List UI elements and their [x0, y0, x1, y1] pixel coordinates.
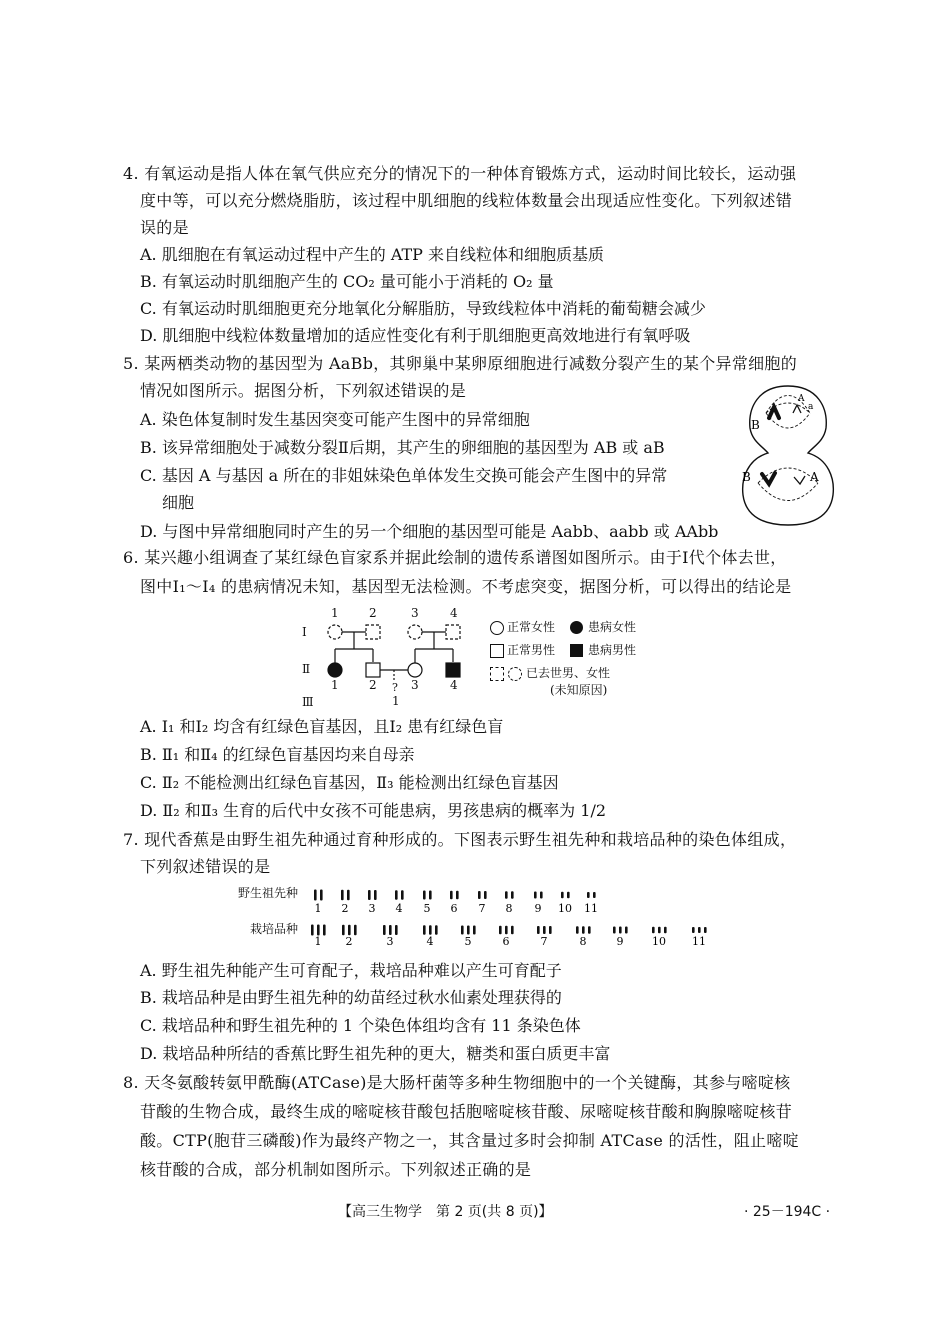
legend-unknown-cause: (未知原因) — [550, 683, 608, 697]
cultivar-chromosome-number-7: 7 — [540, 935, 548, 946]
cultivar-chromosome-8-b — [582, 926, 585, 934]
cultivar-chromosome-number-4: 4 — [426, 935, 434, 946]
wild-chromosome-number-7: 7 — [478, 902, 486, 915]
wild-chromosome-8-a — [505, 891, 508, 899]
cultivar-chromosome-1-c — [323, 925, 326, 936]
cultivar-chromosome-2-c — [354, 925, 357, 936]
wild-chromosome-9-a — [534, 892, 537, 899]
legend-normal-female: 正常女性 — [507, 620, 556, 634]
pedigree-i3 — [408, 625, 422, 639]
q7-option-c: C. 栽培品种和野生祖先种的 1 个染色体组均含有 11 条染色体 — [140, 1016, 581, 1035]
cultivar-chromosome-4-a — [423, 925, 426, 935]
wild-chromosome-6-a — [450, 891, 453, 900]
pedigree-ii2 — [366, 663, 380, 677]
cultivar-chromosome-number-8: 8 — [579, 935, 587, 946]
q5-cell-figure — [738, 383, 838, 528]
cultivar-chromosome-1-b — [317, 925, 320, 936]
q4-stem-line-1: 4. 有氧运动是指人体在氧气供应充分的情况下的一种体育锻炼方式，运动时间比较长，运动强 — [123, 164, 797, 183]
q4-option-d: D. 肌细胞中线粒体数量增加的适应性变化有利于肌细胞更高效地进行有氧呼吸 — [140, 326, 691, 345]
q7-option-d: D. 栽培品种所结的香蕉比野生祖先种的更大，糖类和蛋白质更丰富 — [140, 1044, 611, 1063]
q5-label-a-upper: A — [798, 394, 805, 404]
wild-chromosome-number-5: 5 — [423, 902, 431, 915]
karyotype-wild-label: 野生祖先种 — [238, 886, 299, 900]
q4-option-c: C. 有氧运动时肌细胞更充分地氧化分解脂肪，导致线粒体中消耗的葡萄糖会减少 — [140, 299, 706, 318]
cultivar-chromosome-4-c — [435, 925, 438, 935]
wild-chromosome-number-3: 3 — [368, 902, 376, 915]
wild-chromosome-number-9: 9 — [534, 902, 542, 915]
q4-stem-line-2: 度中等，可以充分燃烧脂肪，该过程中肌细胞的线粒体数量会出现适应性变化。下列叙述错 — [140, 191, 793, 210]
q6-stem-line-2: 图中Ⅰ₁～Ⅰ₄ 的患病情况未知，基因型无法检测。不考虑突变，据图分析，可以得出的结论是 — [140, 577, 792, 596]
wild-chromosome-3-a — [368, 890, 371, 900]
cultivar-chromosome-2-a — [342, 925, 345, 936]
wild-chromosome-number-4: 4 — [395, 902, 403, 915]
wild-chromosome-number-2: 2 — [341, 902, 349, 915]
wild-chromosome-10-b — [567, 892, 570, 899]
cultivar-chromosome-number-6: 6 — [502, 935, 510, 946]
cultivar-chromosome-9-a — [613, 927, 616, 934]
pedigree-gen-2: Ⅱ — [302, 662, 311, 676]
q5-option-c-cont: 细胞 — [162, 493, 195, 512]
cultivar-chromosome-number-9: 9 — [616, 935, 624, 946]
cultivar-chromosome-number-2: 2 — [345, 935, 353, 946]
q8-stem-line-4: 核苷酸的合成，部分机制如图所示。下列叙述正确的是 — [140, 1160, 532, 1179]
pedigree-i4 — [446, 625, 460, 639]
wild-chromosome-11-a — [587, 892, 590, 898]
q5-label-b-bottom: B — [742, 470, 751, 484]
cultivar-chromosome-number-1: 1 — [314, 935, 322, 946]
cultivar-chromosome-5-c — [473, 926, 476, 935]
cultivar-chromosome-11-a — [692, 927, 695, 933]
wild-chromosome-5-b — [429, 891, 432, 900]
wild-chromosome-11-b — [593, 892, 596, 898]
cultivar-chromosome-11-c — [704, 927, 707, 933]
cultivar-chromosome-3-b — [389, 925, 392, 935]
karyotype-chromosomes — [238, 884, 718, 946]
cultivar-chromosome-7-b — [543, 926, 546, 934]
wild-chromosome-4-a — [395, 890, 398, 900]
q6-option-c: C. Ⅱ₂ 不能检测出红绿色盲基因，Ⅱ₃ 能检测出红绿色盲基因 — [140, 773, 559, 792]
pedigree-g2-num-3: 3 — [411, 678, 419, 692]
q4-stem-line-3: 误的是 — [140, 218, 189, 237]
wild-chromosome-number-1: 1 — [314, 902, 322, 915]
wild-chromosome-number-6: 6 — [450, 902, 458, 915]
cultivar-chromosome-11-b — [698, 927, 701, 933]
q5-stem-line-1: 5. 某两栖类动物的基因型为 AaBb，其卵巢中某卵原细胞进行减数分裂产生的某个异常细胞的 — [123, 354, 798, 373]
wild-chromosome-1-a — [314, 890, 317, 901]
wild-chromosome-2-b — [347, 890, 350, 901]
q5-option-c: C. 基因 A 与基因 a 所在的非姐妹染色单体发生交换可能会产生图中的异常 — [140, 466, 668, 485]
page-footer-center: 【高三生物学 第 2 页(共 8 页)】 — [338, 1204, 553, 1220]
wild-chromosome-9-b — [540, 892, 543, 899]
cultivar-chromosome-5-b — [467, 926, 470, 935]
cultivar-chromosome-number-10: 10 — [652, 935, 666, 946]
cultivar-chromosome-4-b — [429, 925, 432, 935]
page-footer-right: · 25－194C · — [744, 1204, 831, 1220]
pedigree-i2 — [366, 625, 380, 639]
q4-option-b: B. 有氧运动时肌细胞产生的 CO₂ 量可能小于消耗的 O₂ 量 — [140, 272, 554, 291]
cultivar-chromosome-1-a — [311, 925, 314, 936]
wild-chromosome-5-a — [423, 891, 426, 900]
q8-stem-line-1: 8. 天冬氨酸转氨甲酰酶(ATCase)是大肠杆菌等多种生物细胞中的一个关键酶，其参与嘧啶核 — [123, 1073, 791, 1092]
pedigree-g3-num: 1 — [392, 694, 400, 708]
q7-stem-line-1: 7. 现代香蕉是由野生祖先种通过育种形成的。下图表示野生祖先种和栽培品种的染色体组成， — [123, 830, 797, 849]
q6-legend — [490, 620, 660, 700]
q7-stem-line-2: 下列叙述错误的是 — [140, 857, 271, 876]
wild-chromosome-7-b — [484, 891, 487, 899]
pedigree-g2-num-1: 1 — [331, 678, 339, 692]
wild-chromosome-1-b — [320, 890, 323, 901]
wild-chromosome-6-b — [456, 891, 459, 900]
cultivar-chromosome-9-b — [619, 927, 622, 934]
cultivar-chromosome-5-a — [461, 926, 464, 935]
wild-chromosome-2-a — [341, 890, 344, 901]
pedigree-g1-num-1: 1 — [331, 606, 339, 620]
pedigree-gen-3: Ⅲ — [302, 695, 314, 708]
pedigree-g2-num-2: 2 — [369, 678, 377, 692]
q5-option-a: A. 染色体复制时发生基因突变可能产生图中的异常细胞 — [140, 410, 530, 429]
wild-chromosome-number-8: 8 — [505, 902, 513, 915]
q5-label-a-bottom: A — [810, 470, 819, 484]
pedigree-g1-num-2: 2 — [369, 606, 377, 620]
q6-option-d: D. Ⅱ₂ 和Ⅱ₃ 生育的后代中女孩不可能患病，男孩患病的概率为 1/2 — [140, 801, 607, 820]
cultivar-chromosome-number-3: 3 — [386, 935, 394, 946]
q5-stem-line-2: 情况如图所示。据图分析，下列叙述错误的是 — [140, 381, 467, 400]
cultivar-chromosome-6-c — [511, 926, 514, 935]
pedigree-ii3 — [408, 663, 422, 677]
q7-karyotype — [238, 884, 718, 946]
wild-chromosome-10-a — [561, 892, 564, 899]
cultivar-chromosome-3-c — [395, 925, 398, 935]
pedigree-g1-num-3: 3 — [411, 606, 419, 620]
q5-label-b-top: B — [751, 418, 760, 432]
cultivar-chromosome-6-b — [505, 926, 508, 935]
cultivar-chromosome-10-b — [658, 927, 661, 934]
legend-affected-female: 患病女性 — [588, 620, 637, 634]
wild-chromosome-number-11: 11 — [584, 902, 598, 915]
cultivar-chromosome-9-c — [625, 927, 628, 934]
cultivar-chromosome-7-c — [549, 926, 552, 934]
q7-option-a: A. 野生祖先种能产生可育配子，栽培品种难以产生可育配子 — [140, 961, 562, 980]
q8-stem-line-2: 苷酸的生物合成，最终生成的嘧啶核苷酸包括胞嘧啶核苷酸、尿嘧啶核苷酸和胸腺嘧啶核苷 — [140, 1102, 793, 1121]
q6-stem-line-1: 6. 某兴趣小组调查了某红绿色盲家系并据此绘制的遗传系谱图如图所示。由于Ⅰ代个体去世， — [123, 548, 787, 567]
cultivar-chromosome-number-5: 5 — [464, 935, 472, 946]
wild-chromosome-number-10: 10 — [558, 902, 572, 915]
q6-option-b: B. Ⅱ₁ 和Ⅱ₄ 的红绿色盲基因均来自母亲 — [140, 745, 415, 764]
legend-normal-male: 正常男性 — [507, 643, 556, 657]
q8-stem-line-3: 酸。CTP(胞苷三磷酸)作为最终产物之一，其含量过多时会抑制 ATCase 的活性，阻止嘧啶 — [140, 1131, 799, 1150]
cultivar-chromosome-8-c — [588, 926, 591, 934]
cultivar-chromosome-10-c — [664, 927, 667, 934]
q5-option-d: D. 与图中异常细胞同时产生的另一个细胞的基因型可能是 Aabb、aabb 或 AAbb — [140, 522, 719, 541]
q6-pedigree — [300, 603, 490, 708]
cultivar-chromosome-8-a — [576, 926, 579, 934]
wild-chromosome-3-b — [374, 890, 377, 900]
wild-chromosome-4-b — [401, 890, 404, 900]
pedigree-i1 — [328, 625, 342, 639]
wild-chromosome-8-b — [511, 891, 514, 899]
pedigree-g2-num-4: 4 — [450, 678, 458, 692]
pedigree-g1-num-4: 4 — [450, 606, 458, 620]
legend-affected-male: 患病男性 — [588, 643, 637, 657]
pedigree-ii1 — [328, 663, 342, 677]
cultivar-chromosome-3-a — [383, 925, 386, 935]
pedigree-ii4 — [446, 663, 460, 677]
pedigree-gen-1: Ⅰ — [302, 625, 307, 639]
cultivar-chromosome-6-a — [499, 926, 502, 935]
q4-option-a: A. 肌细胞在有氧运动过程中产生的 ATP 来自线粒体和细胞质基质 — [140, 245, 605, 264]
cultivar-chromosome-10-a — [652, 927, 655, 934]
q5-label-a-lower: a — [808, 402, 814, 412]
cultivar-chromosome-2-b — [348, 925, 351, 936]
wild-chromosome-7-a — [478, 891, 481, 899]
q7-option-b: B. 栽培品种是由野生祖先种的幼苗经过秋水仙素处理获得的 — [140, 988, 562, 1007]
legend-deceased: 已去世男、女性 — [526, 666, 611, 680]
karyotype-cultivar-label: 栽培品种 — [250, 922, 299, 936]
cultivar-chromosome-7-a — [537, 926, 540, 934]
q6-option-a: A. Ⅰ₁ 和Ⅰ₂ 均含有红绿色盲基因，且Ⅰ₂ 患有红绿色盲 — [140, 717, 504, 736]
pedigree-g3-mark: ? — [392, 681, 398, 694]
cultivar-chromosome-number-11: 11 — [692, 935, 706, 946]
q5-option-b: B. 该异常细胞处于减数分裂Ⅱ后期，其产生的卵细胞的基因型为 AB 或 aB — [140, 438, 665, 457]
